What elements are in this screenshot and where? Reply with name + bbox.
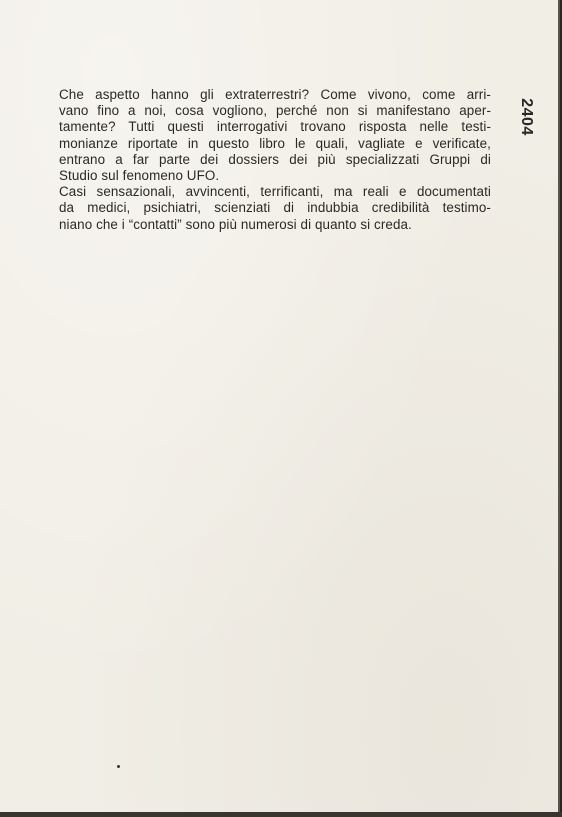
- blurb-line: Casi sensazionali, avvincenti, terrificanti, ma reali e documentati: [59, 184, 491, 200]
- blurb-line: entrano a far parte dei dossiers dei più specializzati Gruppi di: [59, 151, 491, 167]
- blurb-line: vano fino a noi, cosa vogliono, perché non si manifestano aper-: [59, 103, 491, 119]
- blurb-line: Studio sul fenomeno UFO.: [59, 168, 220, 184]
- paper-speck: [117, 765, 120, 768]
- blurb-line: monianze riportate in questo libro le quali, vagliate e verificate,: [59, 135, 491, 151]
- blurb-line: tamente? Tutti questi interrogativi trovano risposta nelle testi-: [59, 119, 491, 135]
- catalog-number-text: 2404: [518, 98, 535, 136]
- back-cover-blurb: [59, 87, 491, 233]
- scan-edge: [0, 812, 562, 817]
- catalog-number: [513, 92, 539, 142]
- blurb-line: da medici, psichiatri, scienziati di indubbia credibilità testimo-: [59, 200, 491, 216]
- blurb-line: Che aspetto hanno gli extraterrestri? Come vivono, come arri-: [59, 87, 491, 102]
- blurb-line: niano che i “contatti” sono più numerosi di quanto si creda.: [59, 216, 412, 232]
